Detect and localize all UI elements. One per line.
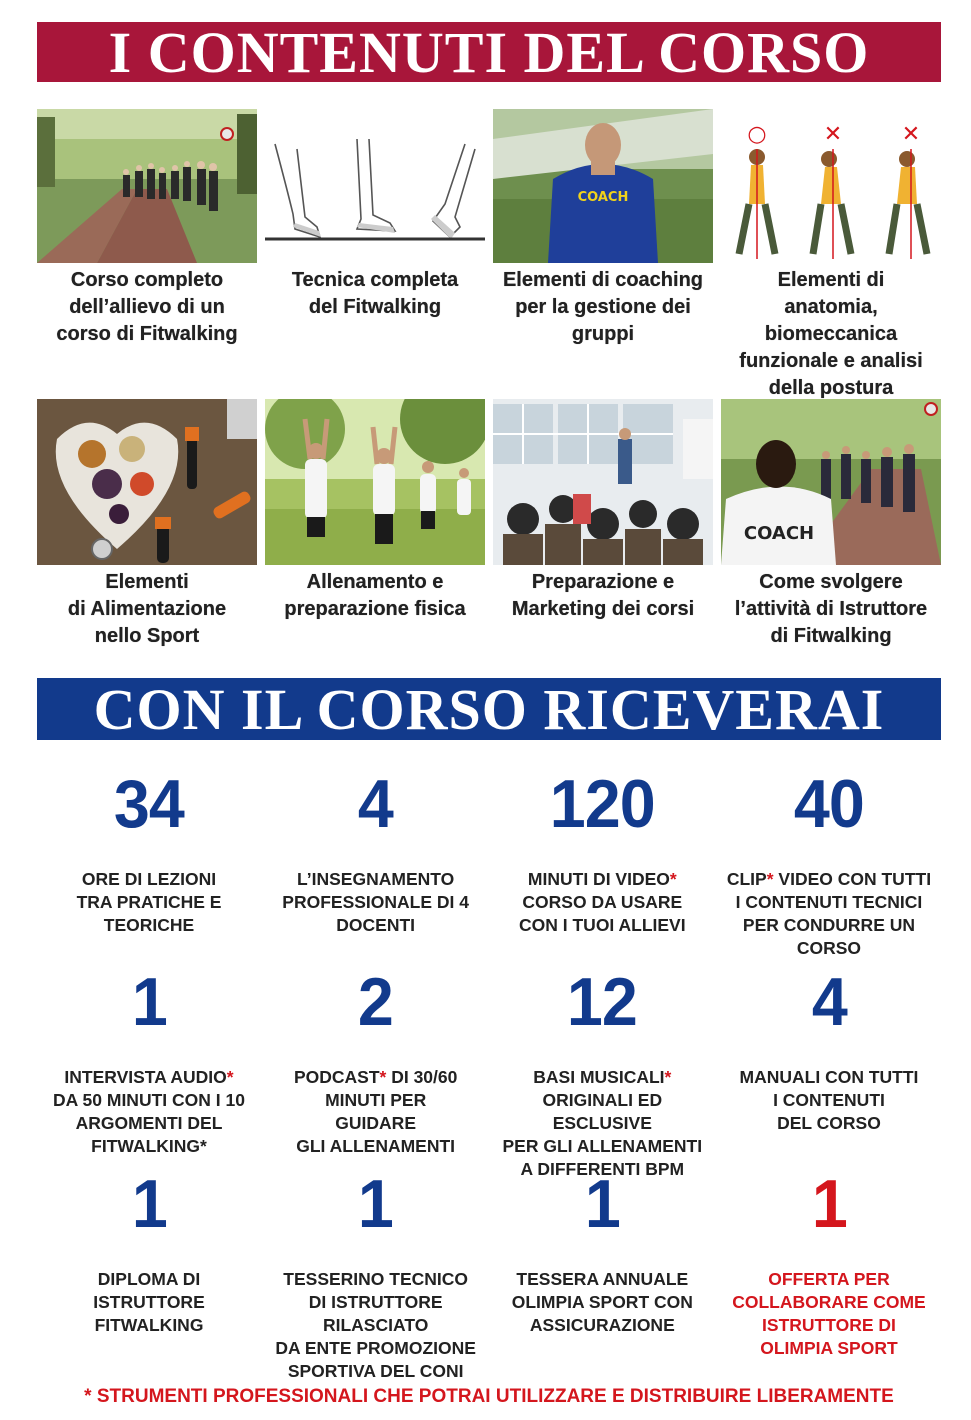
coach-jacket-text: COACH xyxy=(743,523,815,544)
stat-description: DIPLOMA DI ISTRUTTORE FITWALKING xyxy=(93,1269,205,1335)
stats-row-1 xyxy=(37,766,941,960)
posture-mark-wrong-1: ✕ xyxy=(823,122,843,147)
stat-number: 1 xyxy=(811,1166,847,1242)
stat-number: 1 xyxy=(131,964,167,1040)
posture-mark-correct: ○ xyxy=(747,122,767,147)
stat-docenti xyxy=(264,766,488,960)
photo-nutrition xyxy=(37,399,257,565)
caption-istruttore: Come svolgere l’attività di Istruttore di Fitwalking xyxy=(734,571,928,647)
footnote: * STRUMENTI PROFESSIONALI CHE POTRAI UTILIZZARE E DISTRIBUIRE LIBERAMENTE xyxy=(84,1386,894,1407)
stat-basi-musicali xyxy=(490,964,714,1181)
stat-diploma xyxy=(37,1166,261,1383)
content-card-tecnica xyxy=(265,109,485,402)
stat-description: CLIP* VIDEO CON TUTTI I CONTENUTI TECNICI PER CONDURRE UN CORSO xyxy=(726,869,932,958)
stat-number: 2 xyxy=(358,964,394,1040)
caption-marketing: Preparazione e Marketing dei corsi xyxy=(511,571,695,620)
stat-clip-video xyxy=(717,766,941,960)
asterisk-mark: * xyxy=(766,869,774,889)
asterisk-mark: * xyxy=(226,1067,234,1087)
photo-walking-technique-sketch xyxy=(265,109,485,263)
asterisk-mark: * xyxy=(669,869,677,889)
caption-alimentazione: Elementi di Alimentazione nello Sport xyxy=(67,571,227,647)
stat-minuti-video xyxy=(490,766,714,960)
stat-tesserino xyxy=(264,1166,488,1383)
stat-tessera-annuale xyxy=(490,1166,714,1383)
content-card-allievo xyxy=(37,109,257,402)
photo-stretching-park xyxy=(265,399,485,565)
stat-description: TESSERA ANNUALE OLIMPIA SPORT CON ASSICURAZIONE xyxy=(511,1269,693,1335)
content-card-istruttore xyxy=(721,399,941,650)
caption-coaching: Elementi di coaching per la gestione dei gruppi xyxy=(502,269,704,345)
stat-ore-lezioni xyxy=(37,766,261,960)
content-card-alimentazione xyxy=(37,399,257,650)
content-card-marketing xyxy=(493,399,713,650)
asterisk-mark: * xyxy=(664,1067,672,1087)
stat-number: 4 xyxy=(358,766,394,842)
caption-anatomia: Elementi di anatomia, biomeccanica funzionale e analisi della postura xyxy=(739,269,923,399)
section-title-contenuti: I CONTENUTI DEL CORSO xyxy=(37,22,941,82)
content-card-allenamento xyxy=(265,399,485,650)
stat-description: L’INSEGNAMENTO PROFESSIONALE DI 4 DOCENTI xyxy=(282,869,469,935)
section-title-riceverai: CON IL CORSO RICEVERAI xyxy=(37,678,941,740)
content-card-anatomia xyxy=(721,109,941,402)
contents-row-1 xyxy=(37,109,941,402)
photo-posture-illustration xyxy=(721,109,941,263)
stat-offerta-collaborazione xyxy=(717,1166,941,1383)
stat-description: MANUALI CON TUTTI I CONTENUTI DEL CORSO xyxy=(739,1067,919,1133)
stat-description: INTERVISTA AUDIO* DA 50 MINUTI CON I 10 ARGOMENTI DEL FITWALKING* xyxy=(53,1067,245,1156)
caption-allievo: Corso completo dell’allievo di un corso di Fitwalking xyxy=(56,269,238,345)
stat-description: BASI MUSICALI* ORIGINALI ED ESCLUSIVE PER GLI ALLENAMENTI A DIFFERENTI BPM xyxy=(502,1067,703,1179)
stat-number: 120 xyxy=(549,766,655,842)
stat-number: 4 xyxy=(811,964,847,1040)
stats-row-2 xyxy=(37,964,941,1181)
asterisk-mark: * xyxy=(379,1067,387,1087)
photo-classroom xyxy=(493,399,713,565)
photo-coach-leading-group xyxy=(721,399,941,565)
caption-tecnica: Tecnica completa del Fitwalking xyxy=(291,269,459,318)
stat-number: 1 xyxy=(584,1166,620,1242)
stat-podcast xyxy=(264,964,488,1181)
stat-number: 34 xyxy=(114,766,184,842)
stat-number: 40 xyxy=(793,766,864,842)
stat-number: 1 xyxy=(358,1166,394,1242)
stat-description: PODCAST* DI 30/60 MINUTI PER GUIDARE GLI ALLENAMENTI xyxy=(293,1067,458,1156)
stat-description: MINUTI DI VIDEO* CORSO DA USARE CON I TUOI ALLIEVI xyxy=(519,869,686,935)
caption-allenamento: Allenamento e preparazione fisica xyxy=(284,571,466,620)
photo-group-walking xyxy=(37,109,257,263)
stat-description: OFFERTA PER COLLABORARE COME ISTRUTTORE DI OLIMPIA SPORT xyxy=(732,1269,926,1358)
stat-description: TESSERINO TECNICO DI ISTRUTTORE RILASCIATO DA ENTE PROMOZIONE SPORTIVA DEL CONI xyxy=(275,1269,476,1381)
stat-manuali xyxy=(717,964,941,1181)
stats-row-3 xyxy=(37,1166,941,1383)
coach-shirt-text: COACH xyxy=(577,190,629,205)
content-card-coaching xyxy=(493,109,713,402)
stat-description: ORE DI LEZIONI TRA PRATICHE E TEORICHE xyxy=(76,869,222,935)
stat-number: 1 xyxy=(131,1166,167,1242)
stat-number: 12 xyxy=(567,964,638,1040)
photo-coach-back xyxy=(493,109,713,263)
contents-row-2 xyxy=(37,399,941,650)
stat-intervista-audio xyxy=(37,964,261,1181)
posture-mark-wrong-2: ✕ xyxy=(901,122,921,147)
